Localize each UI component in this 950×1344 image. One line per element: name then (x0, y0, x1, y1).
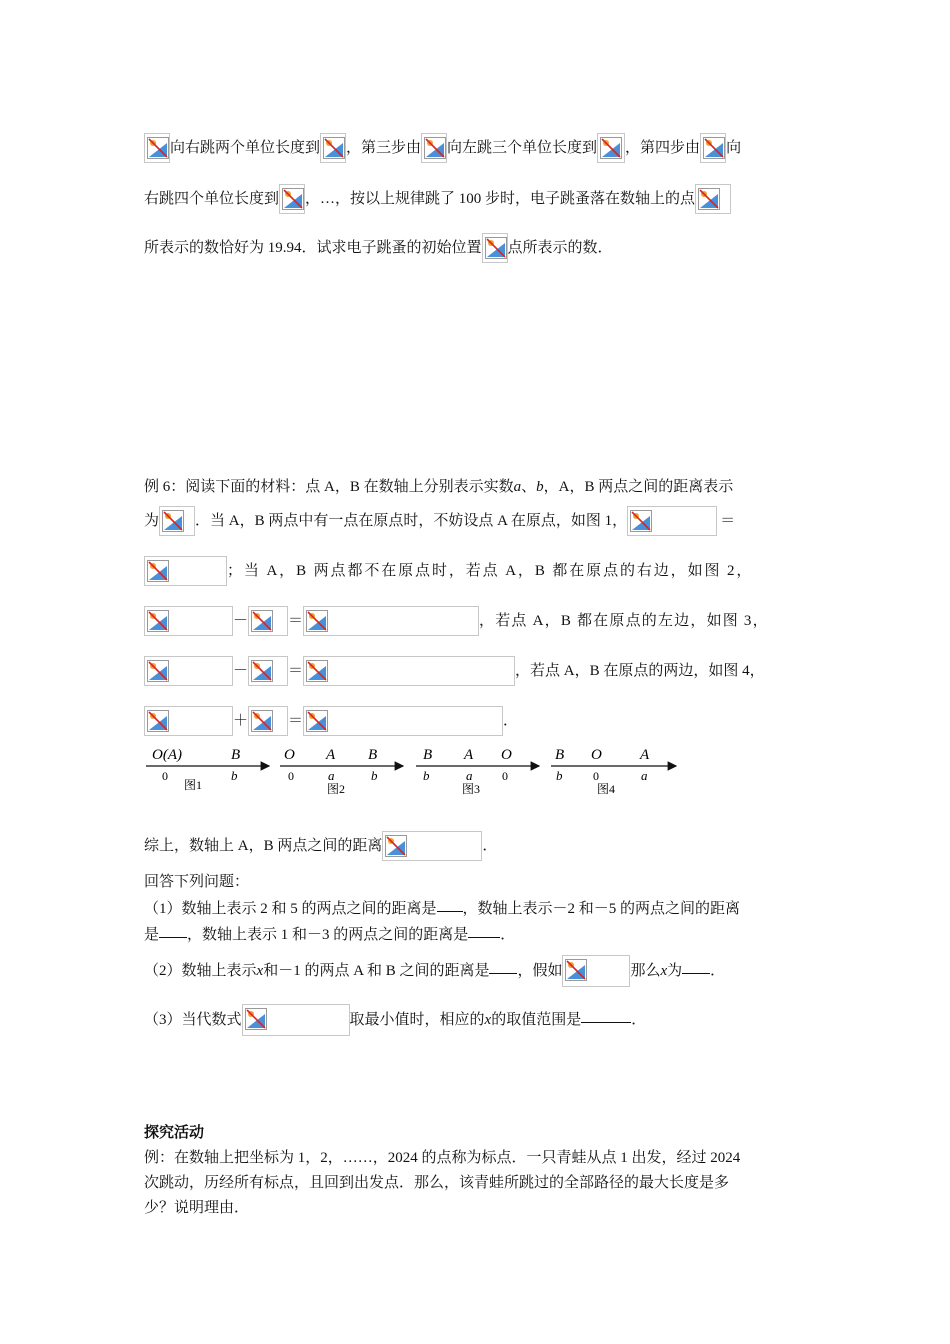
figure-1 (146, 747, 269, 792)
broken-image-icon (385, 835, 407, 857)
text: ． (710, 962, 726, 979)
text-line (144, 183, 731, 213)
broken-image-icon (630, 510, 652, 532)
image-placeholder (248, 706, 288, 736)
variable-x: x (484, 1011, 492, 1028)
broken-image-icon (306, 660, 328, 682)
text: ． (503, 712, 519, 729)
image-placeholder (159, 506, 195, 536)
broken-image-icon (424, 137, 446, 159)
broken-image-icon (703, 137, 725, 159)
broken-image-icon (251, 710, 273, 732)
text: ＝ (720, 512, 736, 529)
activity-line-1: 例：在数轴上把坐标为 1，2，……，2024 的点称为标点．一只青蛙从点 1 出发，经过 2024 (144, 1150, 741, 1166)
answer-blank (159, 923, 187, 938)
broken-image-icon (251, 660, 273, 682)
label-A: A (464, 747, 474, 763)
number-line-figures (144, 740, 684, 800)
coord-a: a (641, 768, 648, 783)
figure-2 (280, 747, 403, 796)
text: ，第四步由 (625, 139, 701, 156)
answer-blank (437, 897, 463, 912)
text: 、 (521, 478, 537, 495)
label-B: B (231, 747, 241, 763)
activity-heading: 探究活动 (144, 1125, 205, 1141)
question-1-line-1 (144, 895, 740, 921)
caption-fig1: 图1 (184, 778, 203, 792)
text: 例 6：阅读下面的材料：点 A，B 在数轴上分别表示实数 (144, 478, 514, 495)
text: 为 (667, 962, 683, 979)
operator: ＝ (288, 612, 304, 629)
answer-blank (581, 1008, 631, 1023)
text: 综上，数轴上 A，B 两点之间的距离 (144, 837, 383, 854)
text: ． (482, 837, 498, 854)
broken-image-icon (162, 510, 184, 532)
activity-line-2: 次跳动，历经所有标点，且回到出发点．那么，该青蛙所跳过的全部路径的最大长度是多 (144, 1175, 730, 1191)
image-placeholder (482, 233, 508, 263)
operator: ＝ (288, 662, 304, 679)
text: 向左跳三个单位长度到 (447, 139, 598, 156)
question-1-line-2 (144, 921, 515, 947)
image-placeholder (303, 656, 515, 686)
coord-b: b (423, 768, 430, 783)
text: 向右跳两个单位长度到 (170, 139, 321, 156)
text: 为 (144, 512, 160, 529)
text: 那么 (630, 962, 661, 979)
text: ，数轴上表示 1 和－3 的两点之间的距离是 (187, 926, 469, 943)
coord-0: 0 (288, 769, 294, 783)
coord-0: 0 (502, 769, 508, 783)
text: 和－1 的两点 A 和 B 之间的距离是 (263, 962, 490, 979)
image-placeholder (248, 606, 288, 636)
coord-0: 0 (162, 769, 168, 783)
caption-fig3: 图3 (462, 782, 481, 796)
operator: ＝ (288, 712, 304, 729)
text-line (144, 655, 765, 685)
broken-image-icon (245, 1008, 267, 1030)
label-O: O (284, 747, 295, 763)
broken-image-icon (147, 610, 169, 632)
image-placeholder (627, 506, 717, 536)
answer-blank (682, 959, 710, 974)
text-line (144, 232, 613, 262)
figure-4 (551, 747, 676, 796)
caption-fig2: 图2 (327, 782, 346, 796)
image-placeholder (597, 133, 625, 163)
broken-image-icon (251, 610, 273, 632)
label-A: A (640, 747, 650, 763)
text: 取最小值时，相应的 (349, 1011, 485, 1028)
question-2 (144, 954, 725, 986)
image-placeholder (279, 184, 305, 214)
operator: － (233, 612, 249, 629)
text: （2）数轴上表示 (144, 962, 257, 979)
coord-a: a (328, 768, 335, 783)
label-B: B (555, 747, 565, 763)
image-placeholder (144, 706, 233, 736)
broken-image-icon (698, 188, 720, 210)
answer-blank (489, 959, 517, 974)
caption-fig4: 图4 (597, 782, 616, 796)
text-line (144, 132, 741, 162)
text: ，数轴上表示－2 和－5 的两点之间的距离 (462, 900, 741, 917)
text: ，第三步由 (346, 139, 422, 156)
text: 右跳四个单位长度到 (144, 190, 280, 207)
image-placeholder (700, 133, 726, 163)
image-placeholder (144, 606, 233, 636)
figure-3 (416, 747, 539, 796)
text-line (144, 705, 518, 735)
broken-image-icon (565, 959, 587, 981)
text: ．当 A，B 两点中有一点在原点时，不妨设点 A 在原点，如图 1， (195, 512, 628, 529)
broken-image-icon (323, 137, 345, 159)
broken-image-icon (485, 237, 507, 259)
broken-image-icon (147, 660, 169, 682)
coord-b: b (371, 768, 378, 783)
question-3 (144, 1003, 646, 1035)
text: ，假如 (517, 962, 563, 979)
operator: － (233, 662, 249, 679)
broken-image-icon (306, 610, 328, 632)
text: 是 (144, 926, 160, 943)
text: 的取值范围是 (491, 1011, 582, 1028)
text: ． (500, 926, 516, 943)
text: 向 (726, 139, 742, 156)
text: ． (631, 1011, 647, 1028)
label-A: A (326, 747, 336, 763)
text-line (144, 555, 753, 585)
image-placeholder (144, 556, 227, 586)
label-O: O (501, 747, 512, 763)
text: 所表示的数恰好为 19.94．试求电子跳蚤的初始位置 (144, 239, 482, 256)
coord-a: a (466, 768, 473, 783)
label-O-A: O(A) (152, 747, 182, 763)
variable-x: x (660, 962, 668, 979)
text-line (144, 830, 497, 860)
activity-line-3: 少？说明理由． (144, 1200, 250, 1216)
label-O: O (591, 747, 602, 763)
image-placeholder (695, 184, 731, 214)
image-placeholder (562, 955, 630, 987)
operator: ＋ (233, 712, 249, 729)
variable-a: a (513, 478, 522, 495)
broken-image-icon (600, 137, 622, 159)
text: ；当 A，B 两点都不在原点时，若点 A，B 都在原点的右边，如图 2， (227, 562, 754, 579)
text: ，若点 A，B 都在原点的左边，如图 3， (479, 612, 769, 629)
image-placeholder (382, 831, 482, 861)
image-placeholder (248, 656, 288, 686)
label-B: B (423, 747, 433, 763)
label-B: B (368, 747, 378, 763)
text-line (144, 605, 769, 635)
answer-blank (468, 923, 500, 938)
text: ，…，按以上规律跳了 100 步时，电子跳蚤落在数轴上的点 (305, 190, 696, 207)
text: 点所表示的数． (507, 239, 613, 256)
coord-b: b (556, 768, 563, 783)
text-line (144, 505, 735, 535)
image-placeholder (303, 606, 479, 636)
image-placeholder (421, 133, 447, 163)
variable-b: b (536, 478, 544, 495)
image-placeholder (242, 1004, 350, 1036)
image-placeholder (144, 133, 170, 163)
broken-image-icon (147, 710, 169, 732)
coord-0: 0 (593, 769, 599, 783)
broken-image-icon (306, 710, 328, 732)
image-placeholder (320, 133, 346, 163)
answer-heading: 回答下列问题： (144, 874, 250, 890)
text: ，若点 A，B 在原点的两边，如图 4， (515, 662, 765, 679)
text: （1）数轴上表示 2 和 5 的两点之间的距离是 (144, 900, 437, 917)
broken-image-icon (147, 137, 169, 159)
image-placeholder (303, 706, 503, 736)
text-line (144, 471, 733, 501)
text: （3）当代数式 (144, 1011, 242, 1028)
image-placeholder (144, 656, 233, 686)
broken-image-icon (282, 188, 304, 210)
broken-image-icon (147, 560, 169, 582)
variable-x: x (256, 962, 264, 979)
coord-b: b (231, 768, 238, 783)
text: ，A，B 两点之间的距离表示 (543, 478, 734, 495)
